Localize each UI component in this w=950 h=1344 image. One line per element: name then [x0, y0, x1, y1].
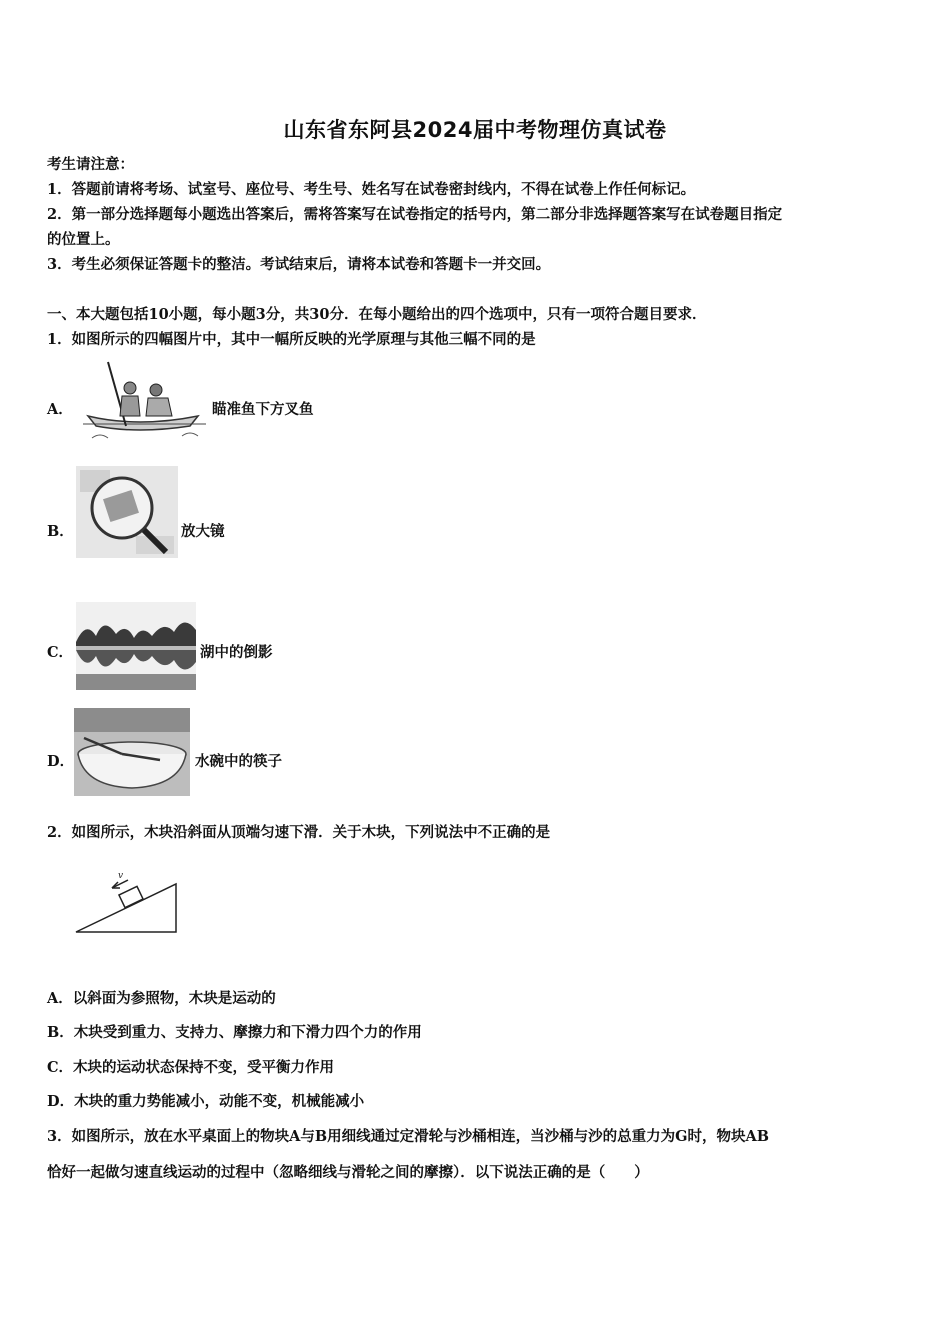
notice-heading: 考生请注意： [47, 156, 134, 173]
q1-option-d-letter: D． [47, 753, 75, 770]
question-1-stem: 1．如图所示的四幅图片中，其中一幅所反映的光学原理与其他三幅不同的是 [47, 331, 536, 348]
notice-item-2-cont: 的位置上。 [47, 231, 120, 248]
q1-option-b-letter: B． [47, 523, 74, 540]
q2-option-b: B．木块受到重力、支持力、摩擦力和下滑力四个力的作用 [47, 1024, 422, 1041]
q1-option-a-letter: A． [47, 401, 73, 418]
notice-item-1: 1．答题前请将考场、试室号、座位号、考生号、姓名写在试卷密封线内，不得在试卷上作任何标记。 [47, 181, 696, 198]
fishing-boat-image [78, 358, 208, 444]
q1-option-b-text: 放大镜 [181, 523, 225, 540]
q1-option-a-text: 瞄准鱼下方叉鱼 [212, 401, 314, 418]
question-2-stem: 2．如图所示，木块沿斜面从顶端匀速下滑．关于木块，下列说法中不正确的是 [47, 824, 551, 841]
velocity-label: v [118, 871, 124, 881]
q2-option-d: D．木块的重力势能减小，动能不变，机械能减小 [47, 1093, 365, 1110]
magnifier-image [76, 466, 178, 558]
q2-option-c: C．木块的运动状态保持不变，受平衡力作用 [47, 1059, 335, 1076]
q2-option-a: A．以斜面为参照物，木块是运动的 [47, 990, 276, 1007]
q1-option-c-letter: C． [47, 644, 74, 661]
bowl-chopsticks-image [74, 708, 190, 796]
notice-item-2: 2．第一部分选择题每小题选出答案后，需将答案写在试卷指定的括号内，第二部分非选择题答案写在试卷题目指定 [47, 206, 783, 223]
question-3-line-2: 恰好一起做匀速直线运动的过程中（忽略细线与滑轮之间的摩擦）．以下说法正确的是（ ） [47, 1164, 649, 1181]
page-title: 山东省东阿县2024届中考物理仿真试卷 [283, 118, 667, 142]
section-heading: 一、本大题包括10小题，每小题3分，共30分．在每小题给出的四个选项中，只有一项符合题目要求． [47, 306, 707, 323]
q1-option-d-text: 水碗中的筷子 [195, 753, 282, 770]
notice-item-3: 3．考生必须保证答题卡的整洁。考试结束后，请将本试卷和答题卡一并交回。 [47, 256, 551, 273]
lake-reflection-image [76, 602, 196, 690]
incline-diagram [70, 866, 180, 936]
q1-option-c-text: 湖中的倒影 [200, 644, 273, 661]
question-3-line-1: 3．如图所示，放在水平桌面上的物块A与B用细线通过定滑轮与沙桶相连，当沙桶与沙的总重力为G时，物块AB [47, 1128, 769, 1145]
